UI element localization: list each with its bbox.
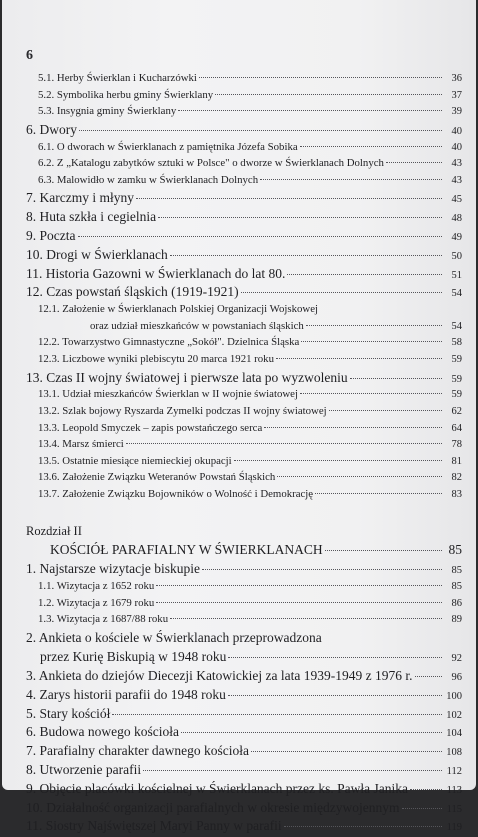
toc-entry (26, 488, 462, 505)
dot-leader (315, 493, 442, 494)
toc-entry-title: 12. Czas powstań śląskich (1919-1921) (26, 284, 239, 300)
toc-entry-title: 12.2. Towarzystwo Gimnastyczne „Sokół". Dzielnica Śląska (38, 336, 300, 349)
toc-entry-page: 45 (451, 194, 462, 206)
toc-entry-page: 112 (446, 766, 462, 778)
dot-leader (386, 162, 442, 163)
toc-entry-page: 59 (451, 373, 462, 385)
toc-entry (26, 687, 462, 706)
toc-entry-page: 85 (451, 565, 462, 577)
dot-leader (202, 569, 442, 570)
toc-entry-page: 96 (451, 672, 462, 684)
table-of-contents (26, 72, 462, 837)
dot-leader (158, 217, 442, 218)
dot-leader (79, 130, 442, 131)
toc-entry-page: 39 (451, 106, 462, 118)
toc-entry-title: 13.6. Założenie Związku Weteranów Powstań Śląskich (38, 471, 276, 484)
dot-leader (276, 358, 442, 359)
toc-entry-page: 40 (451, 125, 462, 137)
toc-entry-title: 6.2. Z „Katalogu zabytków sztuki w Polsce" o dworze w Świerklanach Dolnych (38, 157, 384, 170)
toc-entry-title: 13.5. Ostatnie miesiące niemieckiej okupacji (38, 454, 232, 467)
toc-entry (26, 818, 462, 837)
toc-entry-page: 43 (451, 174, 462, 186)
dot-leader (241, 292, 442, 293)
dot-leader (410, 789, 442, 790)
toc-entry-page: 86 (451, 597, 462, 609)
toc-entry-page: 82 (451, 472, 462, 484)
toc-entry (26, 438, 462, 455)
toc-entry-title: 5.3. Insygnia gminy Świerklany (38, 105, 177, 118)
toc-entry (26, 174, 462, 191)
toc-entry-title: 12.3. Liczbowe wyniki plebiscytu 20 marca 1921 roku (38, 352, 274, 365)
toc-entry-page: 48 (451, 213, 462, 225)
toc-entry (26, 743, 462, 762)
toc-entry-page: 36 (451, 73, 462, 84)
toc-entry-page: 83 (451, 488, 462, 500)
toc-entry (26, 209, 462, 228)
toc-entry-title: 7. Parafialny charakter dawnego kościoła (26, 743, 250, 759)
toc-entry-title: 3. Ankieta do dziejów Diecezji Katowickiej za lata 1939-1949 z 1976 r. (26, 668, 413, 684)
toc-entry-title: 13.1. Udział mieszkańców Świerklan w II wojnie światowej (38, 388, 298, 401)
dot-leader (215, 94, 442, 95)
toc-entry-title: 13. Czas II wojny światowej i pierwsze lata po wyzwoleniu (26, 369, 348, 385)
toc-entry (26, 122, 462, 141)
dot-leader (287, 274, 442, 275)
dot-leader (234, 460, 442, 461)
toc-entry-title: 5. Stary kościół (26, 705, 111, 721)
toc-entry (26, 228, 462, 247)
toc-entry-title: 1.2. Wizytacja z 1679 roku (38, 596, 155, 609)
page-number: 6 (26, 48, 33, 63)
toc-entry (26, 405, 462, 422)
toc-entry-title: 8. Utworzenie parafii (26, 762, 142, 778)
toc-entry (26, 580, 462, 597)
toc-entry-title: 6.1. O dworach w Świerklanach z pamiętnika Józefa Sobika (38, 140, 298, 153)
toc-entry (26, 613, 462, 630)
dot-leader (126, 443, 442, 444)
dot-leader (170, 618, 442, 619)
dot-leader (264, 427, 442, 428)
toc-entry-page: 102 (446, 709, 462, 721)
dot-leader (78, 236, 443, 237)
toc-entry-title: 5.2. Symbolika herbu gminy Świerklany (38, 88, 214, 101)
toc-entry (26, 105, 462, 122)
toc-entry (26, 190, 462, 209)
toc-entry (26, 141, 462, 158)
toc-entry-page: 85 (451, 581, 462, 593)
dot-leader (300, 393, 442, 394)
dot-leader (199, 77, 442, 78)
chapter-title: KOŚCIÓŁ PARAFIALNY W ŚWIERKLANACH 85 (50, 542, 462, 558)
dot-leader (284, 826, 442, 827)
toc-entry-title: 13.2. Szlak bojowy Ryszarda Zymelki podczas II wojny światowej (38, 404, 327, 417)
dot-leader (415, 676, 442, 677)
toc-entry-title: 4. Zarys historii parafii do 1948 roku (26, 686, 226, 702)
toc-entry-title: 1.3. Wizytacja z 1687/88 roku (38, 613, 169, 626)
toc-entry (26, 597, 462, 614)
toc-entry-page: 50 (451, 250, 462, 262)
dot-leader (181, 732, 442, 733)
toc-entry-title: 1. Najstarsze wizytacje biskupie (26, 561, 200, 577)
toc-entry (26, 388, 462, 405)
toc-entry-title: 6.3. Malowidło w zamku w Świerklanach Dolnych (38, 173, 259, 186)
toc-entry-page: 100 (446, 690, 462, 702)
toc-entry-page: 64 (451, 422, 462, 434)
toc-entry-page: 40 (451, 141, 462, 153)
toc-entry-title: 13.7. Założenie Związku Bojowników o Wolność i Demokrację (38, 487, 314, 500)
dot-leader (350, 378, 442, 379)
toc-entry-page: 37 (451, 89, 462, 101)
chapter-label: Rozdział II (26, 524, 82, 539)
toc-entry-title: 6. Budowa nowego kościoła (26, 724, 179, 740)
toc-entry-page: 78 (451, 439, 462, 451)
dot-leader (402, 808, 443, 809)
toc-entry-page: 119 (446, 822, 462, 834)
dot-leader (156, 585, 442, 586)
toc-entry-title: 10. Działalność organizacji parafialnych w okresie międzywojennym (26, 799, 400, 815)
toc-entry-page: 115 (446, 803, 462, 815)
dot-leader (170, 255, 442, 256)
toc-group-chapter2b (26, 668, 462, 837)
dot-leader (228, 695, 442, 696)
toc-entry (26, 284, 462, 303)
toc-group-chapter2 (26, 561, 462, 630)
toc-entry-page: 113 (446, 784, 462, 796)
toc-entry (26, 247, 462, 266)
dot-leader (251, 751, 442, 752)
dot-leader (143, 770, 442, 771)
dot-leader (329, 410, 442, 411)
toc-entry-title: 10. Drogi w Świerklanach (26, 246, 168, 262)
toc-entry-title: 13.3. Leopold Smyczek – zapis powstańczego serca (38, 421, 263, 434)
dot-leader (156, 602, 442, 603)
dot-leader (178, 110, 442, 111)
toc-entry-title: 6. Dwory (26, 121, 77, 137)
toc-group-chapter1 (26, 72, 462, 303)
toc-entry-page: 104 (446, 728, 462, 740)
toc-entry-page: 43 (451, 158, 462, 170)
toc-entry (26, 455, 462, 472)
toc-entry-page: 58 (451, 337, 462, 349)
toc-entry-page: 81 (451, 455, 462, 467)
dot-leader (260, 179, 442, 180)
toc-entry-page: 59 (451, 389, 462, 401)
toc-entry (26, 762, 462, 781)
toc-entry (26, 370, 462, 389)
toc-entry-title: 11. Historia Gazowni w Świerklanach do lat 80. (26, 265, 286, 281)
dot-leader (301, 341, 442, 342)
toc-entry (26, 72, 462, 89)
toc-entry-title: 7. Karczmy i młyny (26, 190, 134, 206)
toc-entry-12-1: 12.1. Założenie w Świerklanach Polskiej Organizacji Wojskowej oraz udział mieszkańców w powstaniach śląskich 54 (38, 303, 462, 332)
toc-entry-title: 9. Poczta (26, 227, 76, 243)
toc-entry (26, 561, 462, 580)
toc-entry (26, 157, 462, 174)
toc-entry (26, 668, 462, 687)
toc-entry (26, 800, 462, 819)
toc-group-chapter1b (26, 336, 462, 504)
toc-entry-page: 108 (446, 747, 462, 759)
toc-entry (26, 422, 462, 439)
toc-entry-page: 49 (451, 231, 462, 243)
toc-entry (26, 471, 462, 488)
toc-entry-page: 62 (451, 405, 462, 417)
toc-entry (26, 89, 462, 106)
toc-entry-page: 89 (451, 614, 462, 626)
dot-leader (136, 198, 442, 199)
dot-leader (112, 714, 442, 715)
dot-leader (300, 146, 442, 147)
toc-entry-title: 9. Objęcie placówki kościelnej w Świerklanach przez ks. Pawła Janika (26, 780, 408, 796)
toc-entry-title: 1.1. Wizytacja z 1652 roku (38, 580, 155, 593)
toc-entry (26, 353, 462, 370)
toc-entry-page: 51 (451, 269, 462, 281)
toc-entry (26, 724, 462, 743)
dot-leader (277, 476, 442, 477)
toc-entry-page: 59 (451, 353, 462, 365)
toc-entry (26, 336, 462, 353)
toc-entry-page: 54 (451, 288, 462, 300)
toc-entry-title: 13.4. Marsz śmierci (38, 438, 124, 451)
toc-entry-title: 11. Siostry Najświętszej Maryi Panny w parafii (26, 818, 282, 834)
toc-entry-title: 8. Huta szkła i cegielnia (26, 209, 157, 225)
toc-entry (26, 706, 462, 725)
toc-entry-title: 5.1. Herby Świerklan i Kucharzówki (38, 72, 197, 84)
toc-entry (26, 266, 462, 285)
toc-entry (26, 781, 462, 800)
toc-entry-2: 2. Ankieta o kościele w Świerklanach przeprowadzona przez Kurię Biskupią w 1948 roku 92 (26, 630, 462, 665)
book-page (2, 0, 476, 834)
